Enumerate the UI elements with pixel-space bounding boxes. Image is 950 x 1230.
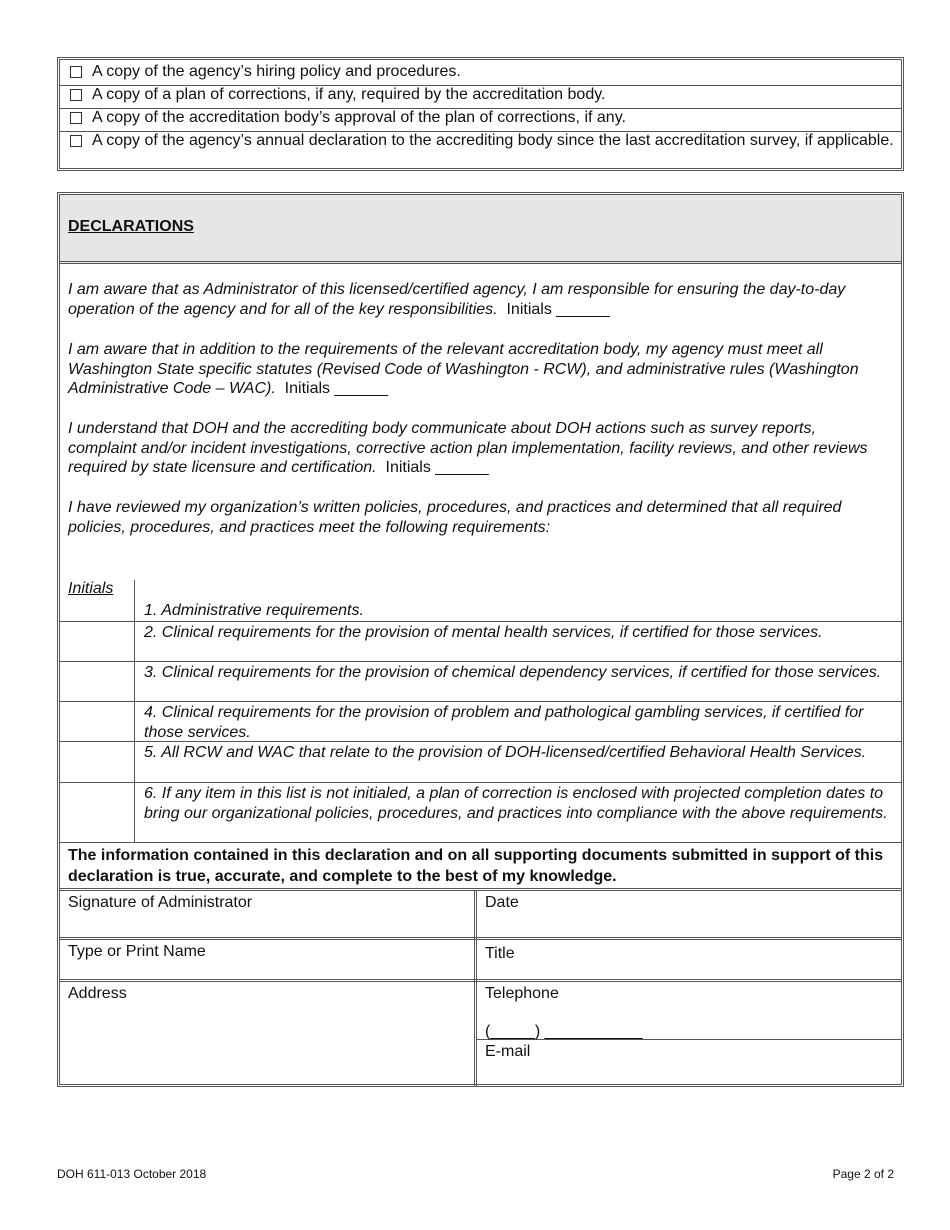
requirement-text: 5. All RCW and WAC that relate to the provision of DOH-licensed/certified Behavioral Health Services. [144, 744, 867, 761]
checklist-item-label: A copy of the agency’s annual declaration to the accrediting body since the last accreditation survey, if applicable. [92, 132, 894, 149]
signature-row [60, 888, 901, 940]
requirement-text: 3. Clinical requirements for the provision of chemical dependency services, if certified for those services. [144, 664, 882, 681]
initials-cell[interactable] [60, 742, 135, 783]
requirement-text: 2. Clinical requirements for the provision of mental health services, if certified for those services. [144, 624, 823, 641]
declarations-header [60, 195, 901, 264]
requirement-text: 4. Clinical requirements for the provision of problem and pathological gambling services, if certified for those services. [144, 704, 864, 741]
page-number: Page 2 of 2 [832, 1167, 894, 1181]
table-row [60, 741, 901, 783]
telephone-blank: (_____) ___________ [485, 1023, 643, 1040]
checkbox[interactable] [70, 112, 82, 124]
initials-cell[interactable] [60, 702, 135, 742]
initials-blank[interactable]: Initials ______ [506, 300, 610, 318]
requirement-text: 1. Administrative requirements. [144, 602, 364, 619]
title-field[interactable] [474, 940, 901, 982]
attachments-checklist [57, 57, 904, 171]
field-label: Telephone [485, 985, 559, 1002]
contact-cells [474, 982, 901, 1087]
declarations-section [57, 192, 904, 1087]
table-row [60, 661, 901, 702]
date-field[interactable] [474, 891, 901, 940]
initials-cell[interactable] [60, 783, 135, 843]
certification-statement: The information contained in this declaration and on all supporting documents submitted in support of this declaration is true, accurate, and complete to the best of my knowledge. [60, 842, 901, 891]
email-field[interactable] [477, 1040, 901, 1087]
field-label: Type or Print Name [68, 943, 206, 960]
field-label: Date [485, 894, 519, 911]
initials-cell[interactable] [60, 622, 135, 662]
name-row [60, 937, 901, 982]
initials-cell[interactable] [60, 580, 135, 621]
table-row [60, 621, 901, 662]
address-row [60, 979, 901, 1087]
signature-field[interactable] [60, 891, 490, 940]
field-label: Signature of Administrator [68, 894, 253, 911]
checklist-item-label: A copy of the agency’s hiring policy and procedures. [92, 63, 461, 80]
checklist-item [60, 129, 901, 170]
checklist-item-label: A copy of the accreditation body’s approval of the plan of corrections, if any. [92, 109, 626, 126]
checkbox[interactable] [70, 66, 82, 78]
declaration-paragraph: I am aware that as Administrator of this licensed/certified agency, I am responsible for ensuring the day-to-day operation of the agency and for all of the key responsibilities. Initials ______ [68, 281, 846, 318]
initials-header: Initials [68, 580, 114, 597]
declaration-paragraph: I have reviewed my organization’s written policies, procedures, and practices and determined that all required policies, procedures, and practices meet the following requirements: [68, 499, 842, 536]
telephone-field[interactable] [477, 982, 901, 1040]
field-label: Address [68, 985, 127, 1002]
checkbox[interactable] [70, 135, 82, 147]
table-row [60, 701, 901, 742]
initials-blank[interactable]: Initials ______ [385, 459, 489, 476]
form-id: DOH 611-013 October 2018 [57, 1167, 207, 1181]
field-label: Title [485, 945, 515, 962]
checklist-item-label: A copy of a plan of corrections, if any, required by the accreditation body. [92, 86, 606, 103]
requirement-text: 6. If any item in this list is not initialed, a plan of correction is enclosed with projected completion dates to bring our organizational policies, procedures, and practices into compliance with the above requirements. [144, 785, 888, 822]
checkbox[interactable] [70, 89, 82, 101]
initials-blank[interactable]: Initials ______ [284, 380, 388, 397]
declaration-paragraph: I understand that DOH and the accrediting body communicate about DOH actions such as survey reports, complaint and/or incident investigations, corrective action plan implementation, facility reviews, and other reviews required by state licensure and certification. Initials ______ [68, 420, 868, 476]
section-title: DECLARATIONS [68, 218, 194, 235]
table-row [60, 782, 901, 843]
print-name-field[interactable] [60, 940, 490, 982]
address-field[interactable] [60, 982, 490, 1087]
table-row [60, 580, 901, 621]
declaration-paragraph: I am aware that in addition to the requirements of the relevant accreditation body, my agency must meet all Washington State specific statutes (Revised Code of Washington - RCW), and administrative rules (Washington Administrative Code – WAC). Initials ______ [68, 341, 859, 397]
field-label: E-mail [485, 1043, 531, 1060]
initials-cell[interactable] [60, 662, 135, 702]
